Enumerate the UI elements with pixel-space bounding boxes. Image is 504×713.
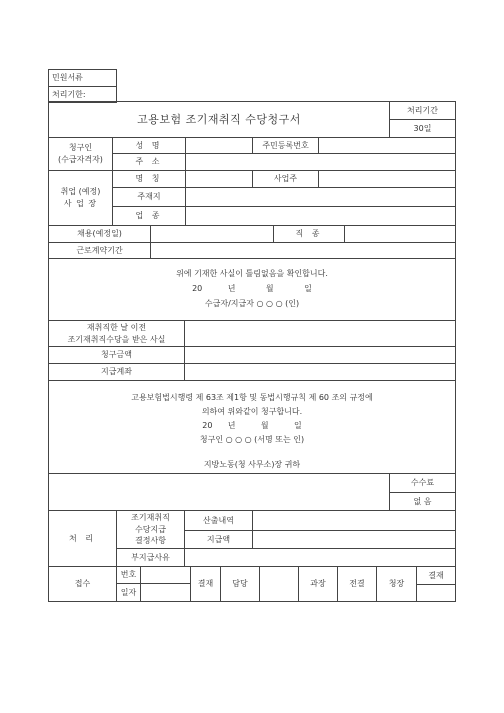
request-text: 의하여 위와같이 청구합니다.	[201, 407, 303, 417]
company-name-field[interactable]	[185, 170, 253, 188]
confirmation-signer: 수급자/지급자 ○ ○ ○ (인)	[204, 299, 300, 309]
staff-label: 담당	[220, 566, 260, 602]
address-label: 주 소	[112, 153, 186, 171]
date-field[interactable]	[140, 583, 191, 602]
job-type-field[interactable]	[344, 225, 456, 243]
decision-right-label: 결재	[416, 566, 456, 585]
confirmation-date-line: 20 년 월 일	[192, 284, 312, 294]
form-title: 고용보험 조기재취직 수당청구서	[48, 101, 390, 138]
employment-expected-label: 취업 (예정)	[60, 187, 101, 197]
claimant-qualified-label: (수급자격자)	[58, 155, 103, 164]
receipt-label: 접수	[48, 566, 117, 602]
prior-receipt-line2: 조기재취직수당을 받은 사실	[67, 334, 166, 344]
confirmation-statement: 위에 기재한 사실이 틀림없음을 확인합니다.	[176, 269, 328, 279]
addressee: 지방노동(청 사무소)장 귀하	[203, 460, 301, 470]
name-label: 성 명	[112, 137, 186, 154]
location-label: 주재지	[112, 187, 186, 207]
company-name-label: 명 칭	[112, 170, 186, 188]
fee-value: 없 음	[389, 492, 456, 511]
deadline-label: 처리기한:	[48, 86, 117, 103]
decision-line2: 수당지급	[135, 524, 166, 534]
decision-line1: 조기재취직	[131, 513, 170, 523]
calc-label: 산출내역	[184, 510, 253, 531]
claimant-sign: 청구인 ○ ○ ○ (서명 또는 인)	[199, 435, 305, 445]
workplace-label: 사 업 장	[63, 199, 98, 208]
account-label: 지급계좌	[48, 363, 185, 381]
hire-date-field[interactable]	[150, 225, 274, 243]
staff-sign-box[interactable]	[259, 566, 299, 602]
processing-period-label: 처리기간	[389, 101, 456, 120]
decision-right-box[interactable]	[416, 584, 456, 602]
calc-field[interactable]	[252, 510, 456, 531]
process-label: 처 리	[48, 510, 117, 567]
address-field[interactable]	[185, 153, 456, 171]
complaint-doc-label: 민원서류	[48, 69, 117, 87]
pay-amount-label: 지급액	[184, 530, 253, 549]
prior-receipt-line1: 재취직한 날 이전	[86, 322, 147, 332]
pay-amount-field[interactable]	[252, 530, 456, 549]
resident-number-label: 주민등록번호	[252, 137, 319, 154]
number-label: 번호	[116, 566, 141, 584]
job-type-label: 직 종	[273, 225, 345, 243]
number-field[interactable]	[140, 566, 191, 584]
account-field[interactable]	[184, 363, 456, 381]
request-date-line: 20 년 월 일	[202, 421, 302, 431]
decision-label	[116, 510, 185, 549]
fee-label: 수수료	[389, 473, 456, 493]
fee-blank	[48, 473, 390, 511]
owner-label: 사업주	[252, 170, 319, 188]
law-reference: 고용보험법시행령 제 63조 제1항 및 동법시행규칙 제 60 조의 규정에	[131, 393, 373, 403]
processing-period-value: 30일	[389, 119, 456, 138]
non-pay-reason-field[interactable]	[184, 548, 456, 567]
non-pay-reason-label: 부지급사유	[116, 548, 185, 567]
employer-group-label	[48, 170, 113, 226]
claimant-label: 청구인	[68, 143, 93, 153]
location-field[interactable]	[185, 187, 456, 207]
claim-amount-field[interactable]	[184, 346, 456, 364]
section-chief-label: 과장	[298, 566, 338, 602]
hire-date-label: 채용(예정일)	[48, 225, 151, 243]
resident-number-field[interactable]	[318, 137, 456, 154]
industry-field[interactable]	[185, 206, 456, 226]
decision-line3: 결정사항	[135, 536, 166, 546]
prior-receipt-field[interactable]	[184, 320, 456, 347]
full-decision-label: 전결	[337, 566, 377, 602]
claimant-group-label	[48, 137, 113, 171]
prior-receipt-label	[48, 320, 185, 347]
name-field[interactable]	[185, 137, 253, 154]
claim-amount-label: 청구금액	[48, 346, 185, 364]
contract-period-label: 근로계약기간	[48, 242, 151, 259]
industry-label: 업 종	[112, 206, 186, 226]
owner-field[interactable]	[318, 170, 456, 188]
date-label: 일자	[116, 583, 141, 602]
director-label: 청장	[376, 566, 417, 602]
decision-left-label: 결재	[190, 566, 221, 602]
contract-period-field[interactable]	[150, 242, 456, 259]
